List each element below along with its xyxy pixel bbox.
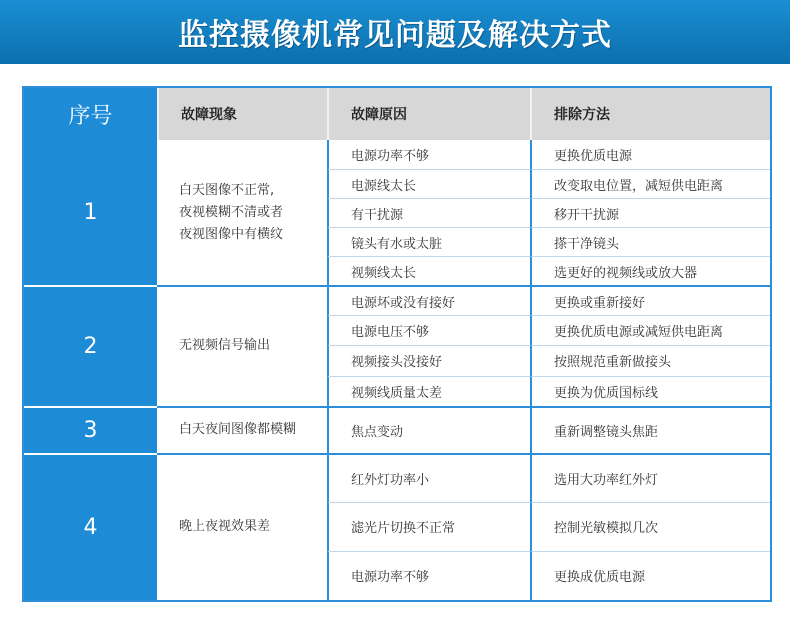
cause-cell: 镜头有水或太脏 [327,227,530,256]
cause-cell: 电源功率不够 [327,551,530,600]
solution-cell: 重新调整镜头焦距 [530,406,770,453]
cause-cell: 电源电压不够 [327,315,530,345]
page-title: 监控摄像机常见问题及解决方式 [178,18,612,53]
solution-cell: 更换成优质电源 [530,551,770,600]
cause-cell: 焦点变动 [327,406,530,453]
row-index: 2 [24,285,157,405]
header-row [24,88,770,140]
row-index: 4 [24,453,157,600]
solution-cell: 选更好的视频线或放大器 [530,256,770,285]
row-index: 1 [24,140,157,285]
solution-cell: 更换为优质国标线 [530,376,770,406]
table-frame [22,86,772,602]
solution-cell: 控制光敏模拟几次 [530,502,770,551]
solution-cell: 搽干净镜头 [530,227,770,256]
symptom-line: 晚上夜视效果差 [179,519,271,535]
header-cause: 故障原因 [327,88,530,140]
symptom-cell [157,285,327,405]
title-banner [0,0,790,64]
cause-cell: 有干扰源 [327,198,530,227]
solution-cell: 更换优质电源或减短供电距离 [530,315,770,345]
cause-cell: 电源功率不够 [327,140,530,169]
symptom-line: 夜视图像中有横纹 [179,226,284,242]
solution-cell: 选用大功率红外灯 [530,453,770,502]
cause-cell: 电源坏或没有接好 [327,285,530,315]
cause-cell: 视频线质量太差 [327,376,530,406]
symptom-cell [157,406,327,453]
symptom-line: 无视频信号输出 [179,338,271,354]
table-row [24,285,770,315]
header-index: 序号 [24,88,157,140]
row-index: 3 [24,406,157,453]
cause-cell: 电源线太长 [327,169,530,198]
solution-cell: 按照规范重新做接头 [530,345,770,375]
symptom-cell [157,453,327,600]
cause-cell: 红外灯功率小 [327,453,530,502]
symptom-line: 夜视模糊不清或者 [179,204,284,220]
cause-cell: 视频接头没接好 [327,345,530,375]
header-solution: 排除方法 [530,88,770,140]
solution-cell: 更换或重新接好 [530,285,770,315]
faq-table [24,88,770,600]
table-row [24,406,770,453]
solution-cell: 改变取电位置，减短供电距离 [530,169,770,198]
table-row [24,140,770,169]
symptom-line: 白天图像不正常, [179,182,275,198]
solution-cell: 更换优质电源 [530,140,770,169]
header-symptom: 故障现象 [157,88,327,140]
solution-cell: 移开干扰源 [530,198,770,227]
cause-cell: 滤光片切换不正常 [327,502,530,551]
cause-cell: 视频线太长 [327,256,530,285]
table-row [24,453,770,502]
symptom-line: 白天夜间图像都模糊 [179,422,297,438]
symptom-cell [157,140,327,285]
